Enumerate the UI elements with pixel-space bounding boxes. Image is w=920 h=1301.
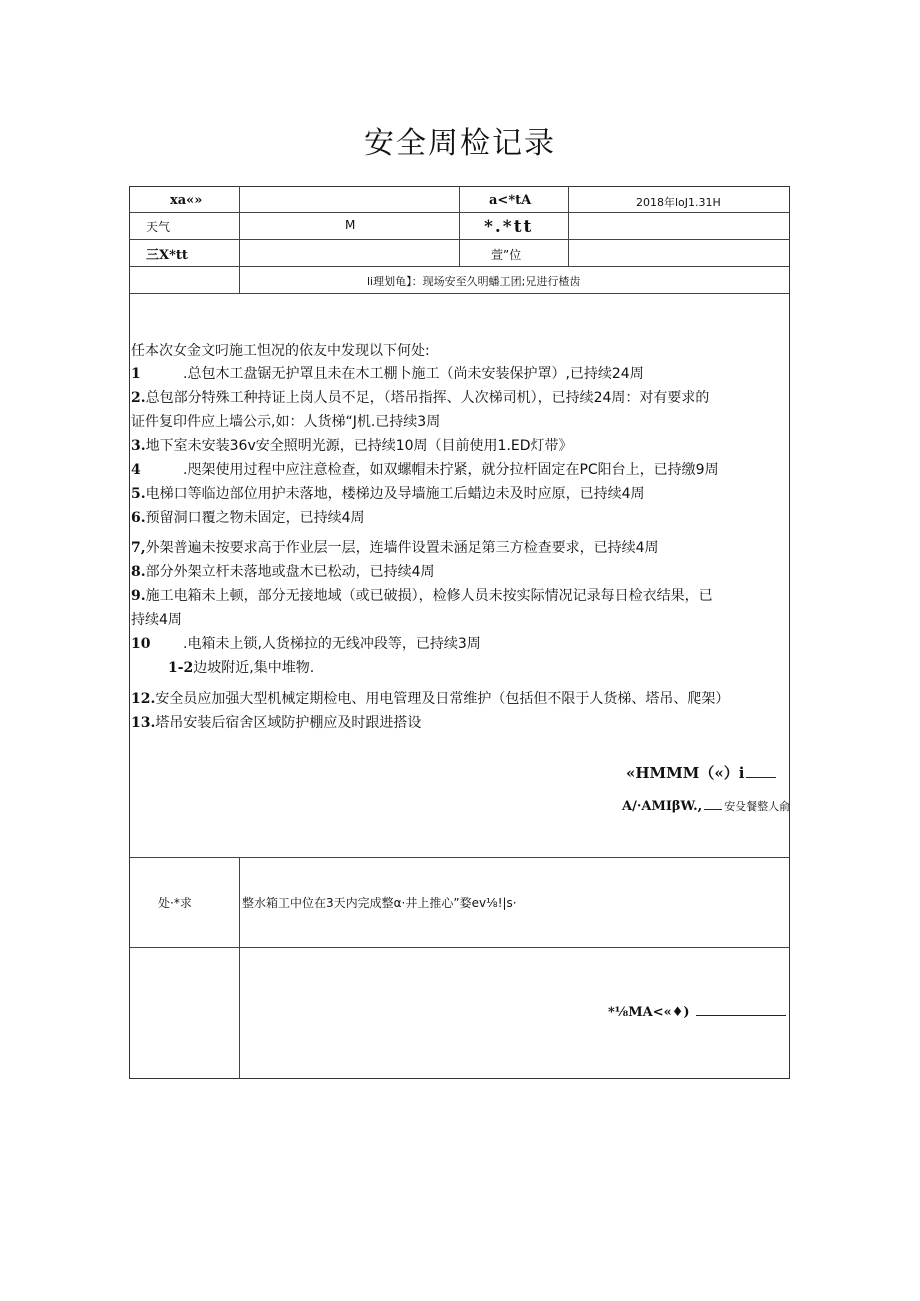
list-item <box>131 712 421 732</box>
list-item <box>131 633 481 653</box>
item-number: 6. <box>131 510 146 526</box>
item-text: .咫架使用过程中应注意检查，如双螺帽未拧紧，就分拉杆固定在PC阳台上，已持缴9周 <box>183 462 719 478</box>
header-label-4: 三X*tt <box>146 248 188 263</box>
item-text: 证件复印件应上墙公示,如：人货梯“J机.已持续3周 <box>131 414 441 430</box>
item-text: .总包木工盘锯无护罩且未在木工棚卜施工（尚未安装保护罩）,已持续24周 <box>183 366 644 382</box>
item-number: 7, <box>131 540 146 556</box>
item-number: 4 <box>131 462 141 478</box>
list-item <box>131 459 719 479</box>
row-divider <box>129 293 790 294</box>
item-number: 3. <box>131 438 146 454</box>
item-text: 电梯口等临边部位用护未落地，楼梯边及导墙施工后蜡边未及时应原，已持续4周 <box>145 486 645 502</box>
inspector-signature <box>626 762 776 783</box>
review-signature <box>608 1005 786 1020</box>
item-number: 5. <box>131 486 146 502</box>
weather-label: 天气 <box>146 220 171 234</box>
item-text: 预留洞口覆之物未固定，已持续4周 <box>145 510 365 526</box>
list-item <box>131 561 435 581</box>
item-text: 边坡附近,集中堆物. <box>193 660 315 676</box>
item-number: 13. <box>131 715 156 731</box>
header-label-2: a<*tA <box>489 193 532 208</box>
column-divider <box>459 186 460 266</box>
list-item <box>131 435 573 455</box>
row-divider <box>129 857 790 858</box>
item-number: 12. <box>131 691 156 707</box>
review-signature-text: *⅛MA<«♦) <box>608 1005 690 1020</box>
list-item <box>131 507 365 527</box>
column-divider <box>239 186 240 293</box>
item-text: 安全员应加强大型机械定期检电、用电管理及日常维护（包括但不限于人货梯、塔吊、爬架） <box>155 691 730 707</box>
list-item <box>131 688 729 708</box>
item-text: .电箱未上锁,人货梯拉的无线冲段等，已持续3周 <box>183 636 481 652</box>
inspection-scope: li理划龟】：现场安至久明蟠工团;兄进行楂齿 <box>367 275 581 288</box>
responsible-signature-label: 安殳餐整人俞 <box>724 800 791 813</box>
list-item <box>131 537 659 557</box>
signature-line <box>704 809 722 810</box>
item-number: 9. <box>131 588 146 604</box>
item-number: 1 <box>131 366 141 382</box>
item-text: 施工电箱未上顿，部分无接地域（或已破损），检修人员未按实际情况记录每日检衣结果，已 <box>145 588 713 604</box>
list-item <box>131 363 644 383</box>
item-number: 2. <box>131 390 146 406</box>
header-label-3: *.*tt <box>484 217 534 237</box>
unit-label: 萱”位 <box>491 248 522 262</box>
rectify-requirement: 整水箱工中位在3天内完成整α·井上推心”婺ev⅛!|s· <box>242 896 517 910</box>
row-divider <box>129 947 790 948</box>
list-item <box>131 609 182 629</box>
rectify-label: 处·*求 <box>158 896 192 910</box>
list-item <box>131 483 645 503</box>
inspector-signature-text: «HMMM（«）i <box>626 764 745 782</box>
column-divider <box>568 186 569 266</box>
row-divider <box>129 266 790 267</box>
list-item <box>168 657 314 677</box>
item-text: 外架普遍未按要求高于作业层一层，连墙件设置未涵足第三方检查要求，已持续4周 <box>145 540 659 556</box>
signature-line <box>696 1015 786 1016</box>
signature-line <box>746 777 776 778</box>
page-title: 安全周检记录 <box>364 126 556 161</box>
inspection-date: 2018年loJ1.31H <box>636 196 721 209</box>
item-text: 总包部分特殊工种持证上岗人员不足，（塔吊指挥、人次梯司机），已持续24周：对有要求的 <box>145 390 710 406</box>
responsible-signature <box>622 798 790 814</box>
item-text: 塔吊安装后宿舍区域防护棚应及时跟进搭设 <box>155 715 422 731</box>
weather-value: M <box>345 218 356 232</box>
column-divider <box>239 857 240 1079</box>
item-text: 部分外架立杆未落地或盘木已松动，已持续4周 <box>145 564 435 580</box>
findings-intro: 任本次女金文叼施工怛况的依友中发现以下何处: <box>131 343 430 359</box>
header-label-1: xa«» <box>170 193 203 208</box>
item-number: 10 <box>131 636 151 652</box>
list-item <box>131 411 440 431</box>
responsible-signature-code: A/·AMIβW., <box>622 799 703 814</box>
list-item <box>131 387 709 407</box>
item-text: 持续4周 <box>131 612 182 628</box>
item-text: 地下室未安装36v安全照明光源，已持续10周（目前使用1.ED灯带》 <box>145 438 573 454</box>
item-number: 8. <box>131 564 146 580</box>
list-item <box>131 585 713 605</box>
item-number: 1-2 <box>168 660 194 676</box>
